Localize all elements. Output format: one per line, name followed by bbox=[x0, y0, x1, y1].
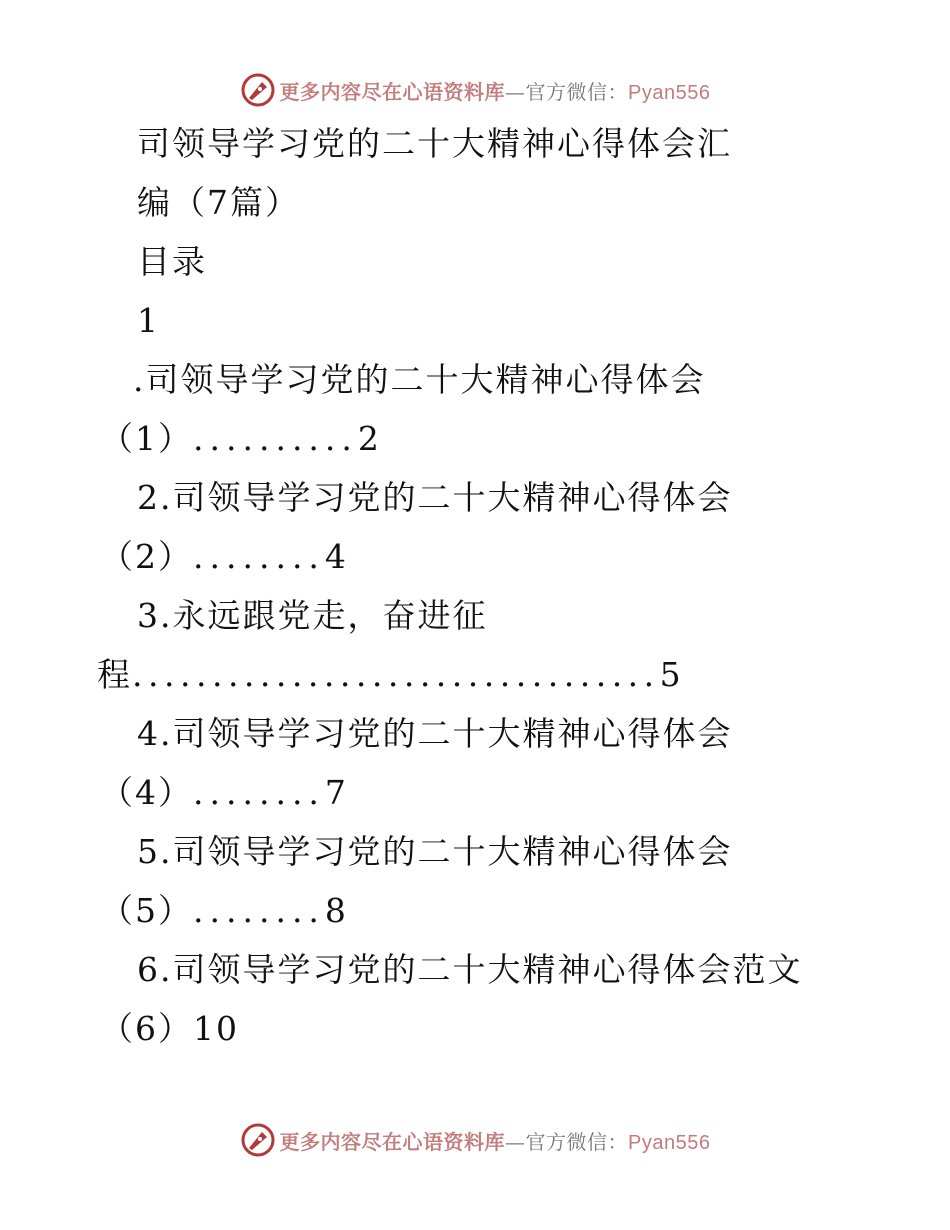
document-title-line-1: 司领导学习党的二十大精神心得体会汇 bbox=[137, 124, 732, 163]
toc-entry-number: 1 bbox=[137, 301, 160, 340]
watermark-text: 更多内容尽在心语资料库—官方微信：Pyan556 bbox=[279, 1129, 711, 1154]
toc-heading: 目录 bbox=[137, 242, 207, 281]
toc-entry-title: 4.司领导学习党的二十大精神心得体会 bbox=[137, 714, 733, 753]
toc-entry-title: 3.永远跟党走，奋进征 bbox=[137, 596, 488, 635]
toc-entry-leader: （5）........8 bbox=[100, 891, 348, 930]
watermark-banner-bottom bbox=[0, 1120, 950, 1160]
toc-entry-title: 5.司领导学习党的二十大精神心得体会 bbox=[137, 832, 733, 871]
toc-entry-leader: （6）10 bbox=[100, 1009, 239, 1048]
watermark-banner-top bbox=[0, 70, 950, 110]
toc-entry-leader: 程.................................5 bbox=[97, 655, 683, 694]
toc-entry-title: 6.司领导学习党的二十大精神心得体会范文 bbox=[137, 950, 803, 989]
pen-nib-logo-icon bbox=[240, 72, 276, 108]
toc-entry-title: 2.司领导学习党的二十大精神心得体会 bbox=[137, 478, 733, 517]
document-title-line-2: 编（7篇） bbox=[137, 183, 300, 222]
pen-nib-logo-icon bbox=[240, 1122, 276, 1158]
toc-entry-leader: （4）........7 bbox=[100, 773, 348, 812]
toc-entry-leader: （2）........4 bbox=[100, 537, 348, 576]
watermark-text: 更多内容尽在心语资料库—官方微信：Pyan556 bbox=[279, 79, 711, 104]
toc-entry-leader: （1）..........2 bbox=[100, 419, 381, 458]
toc-entry-title: .司领导学习党的二十大精神心得体会 bbox=[133, 360, 706, 399]
